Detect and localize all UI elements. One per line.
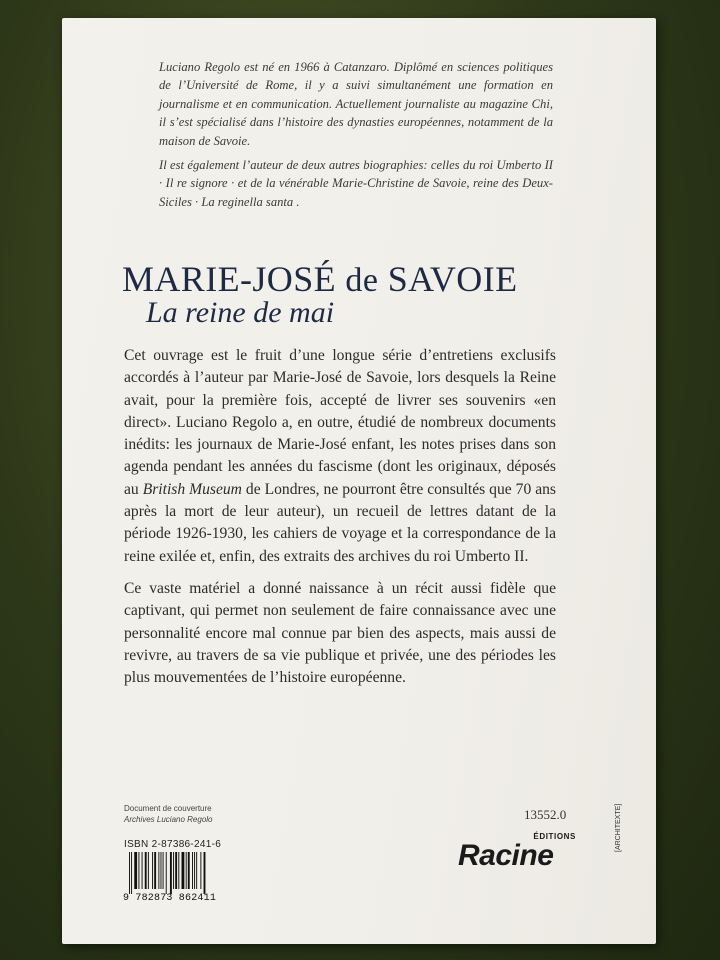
description-paragraph-2: Ce vaste matériel a donné naissance à un récit aussi fidèle que captivant, qui permet non seulement de faire connaissance avec une personnalité encore mal connue par bien des aspects, mais aussi de revivre, au travers de sa vie publique et privée, une des périodes les plus mouvementées de l’histoire européenne.	[124, 579, 556, 687]
cover-credit	[124, 803, 213, 825]
description-emphasis: British Museum	[142, 480, 242, 498]
barcode-bar	[166, 852, 167, 894]
barcode-bar	[173, 852, 174, 889]
barcode-bar	[152, 852, 153, 889]
book-description	[124, 345, 556, 699]
title-name-part-2: de	[345, 262, 379, 299]
barcode-bar	[204, 852, 206, 894]
cover-credit-label: Document de couverture	[124, 804, 212, 813]
barcode-bar	[163, 852, 164, 889]
barcode-bar	[158, 852, 159, 889]
barcode-bar	[188, 852, 190, 889]
barcode-bar	[131, 852, 132, 894]
description-text-a: Cet ouvrage est le fruit d’une longue série d’entretiens exclusifs accordés à l’auteur par Marie-José de Savoie, lors desquels la Reine avait, pour la première fois, accepté de livrer ses souvenirs «en direct». Luciano Regolo a, en outre, étudié de nombreux documents inédits: les journaux de Marie-José enfant, les notes prises dans son agenda pendant les années du fascisme (dont les originaux, déposés au	[124, 347, 556, 498]
barcode-bar	[175, 852, 177, 889]
book-subtitle: La reine de mai	[146, 296, 335, 329]
barcode-bar	[192, 852, 193, 889]
barcode-bar	[129, 852, 130, 894]
catalog-code: 13552.0	[524, 807, 567, 822]
designer-credit: [ARCHITEXTE]	[615, 803, 622, 852]
publisher-logo	[458, 832, 582, 871]
author-bio-paragraph-1: Luciano Regolo est né en 1966 à Catanzaro. Diplômé en sciences politiques de l’Université de Rome, il y a suivi simultanément une formation en journalisme et en communication. Actuellement journaliste au magazine Chi, il s’est spécialisé dans l’histoire des dynasties européennes, notamment de la maison de Savoie.	[159, 60, 553, 148]
barcode-bar	[186, 852, 187, 889]
book-title	[122, 258, 518, 300]
title-name-part-1: MARIE-JOSÉ	[122, 259, 337, 299]
barcode-bar	[134, 852, 137, 889]
cover-credit-source: Archives Luciano Regolo	[124, 815, 213, 824]
publisher-label: ÉDITIONS	[533, 832, 576, 841]
description-text-b: de Londres, ne pourront être consultés que 70 ans après la mort de leur auteur), un recueil de lettres datant de la période 1926-1930, les cahiers de voyage et la correspondance de la reine exilée et, enfin, des extraits des archives du roi Umberto II.	[124, 480, 556, 565]
barcode-bar	[196, 852, 197, 889]
barcode-bar	[161, 852, 162, 889]
barcode-bar	[178, 852, 179, 889]
isbn-number: ISBN 2-87386-241-6	[124, 839, 222, 850]
barcode-bar	[138, 852, 139, 889]
barcode-bar	[182, 852, 185, 889]
description-paragraph-1	[124, 345, 556, 568]
barcode-bar	[154, 852, 156, 889]
barcode-icon	[128, 852, 230, 896]
barcode-bar	[145, 852, 147, 889]
author-bio	[159, 58, 553, 217]
publisher-name: Racine	[458, 839, 554, 872]
author-bio-paragraph-2: Il est également l’auteur de deux autres biographies: celles du roi Umberto II · Il re signore · et de la vénérable Marie-Christine de Savoie, reine des Deux-Siciles · La reginella santa .	[159, 158, 553, 209]
barcode-bar	[194, 852, 195, 889]
barcode-bar	[200, 852, 201, 889]
barcode-bar	[142, 852, 143, 889]
barcode-bar	[170, 852, 172, 894]
barcode-bar	[148, 852, 149, 889]
title-name-part-3: SAVOIE	[387, 259, 518, 299]
barcode-digits: 9 782873 862411	[123, 893, 217, 904]
